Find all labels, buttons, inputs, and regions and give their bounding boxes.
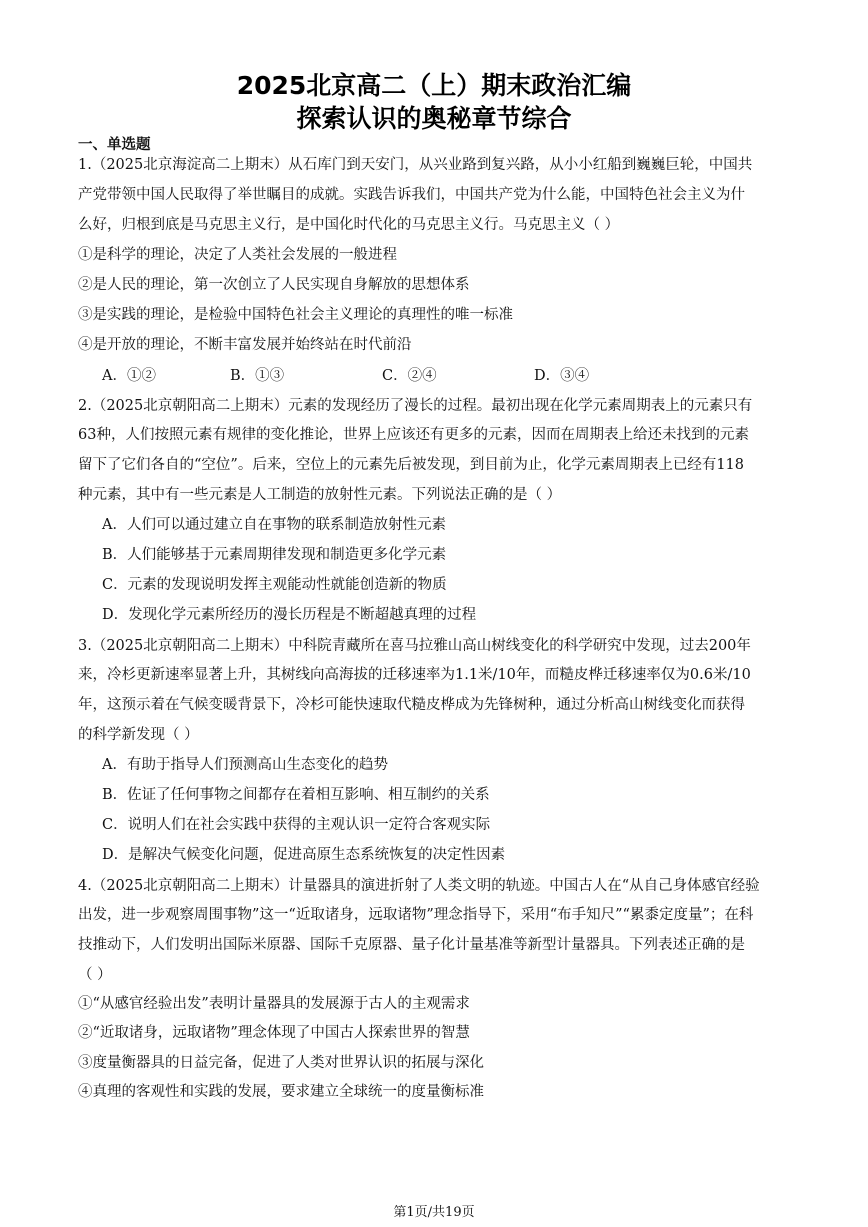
question-3-line-2: 来，冷杉更新速率显著上升，其树线向高海拔的迁移速率为1.1米/10年，而糙皮桦迁移速率仅为0.6米/10 [78, 667, 751, 683]
question-4-line-2: 出发，进一步观察周围事物”这一“近取诸身，远取诸物”理念指导下，采用“布手知尺”“累黍定度量”；在科 [78, 907, 754, 923]
question-2-option-b: B．人们能够基于元素周期律发现和制造更多化学元素 [102, 547, 447, 563]
question-4-line-4: （ ） [78, 967, 112, 983]
question-2-line-2: 63种，人们按照元素有规律的变化推论，世界上应该还有更多的元素，因而在周期表上给还未找到的元素 [78, 427, 749, 443]
question-1-line-3: 么好，归根到底是马克思主义行，是中国化时代化的马克思主义行。马克思主义（ ） [78, 217, 620, 233]
question-3-line-3: 年，这预示着在气候变暖背景下，冷杉可能快速取代糙皮桦成为先锋树种，通过分析高山树线变化而获得 [78, 697, 745, 713]
question-1-statement-4: ④是开放的理论，不断丰富发展并始终站在时代前沿 [78, 337, 412, 353]
question-1-choice-a: A．①② [102, 368, 156, 384]
question-4-line-1: 4.（2025北京朝阳高二上期末）计量器具的演进折射了人类文明的轨迹。中国古人在“从自己身体感官经验 [78, 878, 760, 894]
question-1-choice-b: B．①③ [230, 368, 285, 384]
question-4-statement-3: ③度量衡器具的日益完备，促进了人类对世界认识的拓展与深化 [78, 1055, 484, 1071]
question-1-line-2: 产党带领中国人民取得了举世瞩目的成就。实践告诉我们，中国共产党为什么能，中国特色社会主义为什 [78, 187, 745, 203]
question-3-line-4: 的科学新发现（ ） [78, 727, 199, 743]
question-2-option-a: A．人们可以通过建立自在事物的联系制造放射性元素 [102, 517, 446, 533]
question-1-statement-3: ③是实践的理论，是检验中国特色社会主义理论的真理性的唯一标准 [78, 307, 513, 323]
question-3-option-b: B．佐证了任何事物之间都存在着相互影响、相互制约的关系 [102, 787, 490, 803]
document-subtitle: 探索认识的奥秘章节综合 [296, 104, 572, 133]
page-footer: 第1页/共19页 [393, 1205, 475, 1220]
question-4-line-3: 技推动下，人们发明出国际米原器、国际千克原器、量子化计量基准等新型计量器具。下列表述正确的是 [78, 937, 745, 953]
question-4-statement-2: ②“近取诸身，远取诸物”理念体现了中国古人探索世界的智慧 [78, 1025, 470, 1041]
question-3-option-c: C．说明人们在社会实践中获得的主观认识一定符合客观实际 [102, 817, 491, 833]
question-3-option-d: D．是解决气候变化问题，促进高原生态系统恢复的决定性因素 [102, 847, 506, 863]
question-3-line-1: 3.（2025北京朝阳高二上期末）中科院青藏所在喜马拉雅山高山树线变化的科学研究中发现，过去200年 [78, 638, 751, 654]
section-heading: 一、单选题 [78, 137, 151, 153]
question-2-line-1: 2.（2025北京朝阳高二上期末）元素的发现经历了漫长的过程。最初出现在化学元素周期表上的元素只有 [78, 398, 753, 414]
question-2-line-4: 种元素，其中有一些元素是人工制造的放射性元素。下列说法正确的是（ ） [78, 487, 562, 503]
question-1-choice-c: C．②④ [382, 368, 437, 384]
question-1-statement-1: ①是科学的理论，决定了人类社会发展的一般进程 [78, 247, 397, 263]
question-3-option-a: A．有助于指导人们预测高山生态变化的趋势 [102, 757, 388, 773]
question-1-line-1: 1.（2025北京海淀高二上期末）从石库门到天安门，从兴业路到复兴路，从小小红船到巍巍巨轮，中国共 [78, 157, 753, 173]
question-2-line-3: 留下了它们各自的“空位”。后来，空位上的元素先后被发现，到目前为止，化学元素周期表上已经有118 [78, 457, 744, 473]
question-1-choices [102, 366, 589, 386]
question-4-statement-4: ④真理的客观性和实践的发展，要求建立全球统一的度量衡标准 [78, 1084, 484, 1100]
question-1-choice-d: D．③④ [534, 368, 590, 384]
document-title: 2025北京高二（上）期末政治汇编 [236, 71, 632, 100]
question-1-statement-2: ②是人民的理论，第一次创立了人民实现自身解放的思想体系 [78, 277, 470, 293]
question-2-option-c: C．元素的发现说明发挥主观能动性就能创造新的物质 [102, 577, 447, 593]
question-2-option-d: D．发现化学元素所经历的漫长历程是不断超越真理的过程 [102, 607, 477, 623]
question-4-statement-1: ①“从感官经验出发”表明计量器具的发展源于古人的主观需求 [78, 996, 470, 1012]
